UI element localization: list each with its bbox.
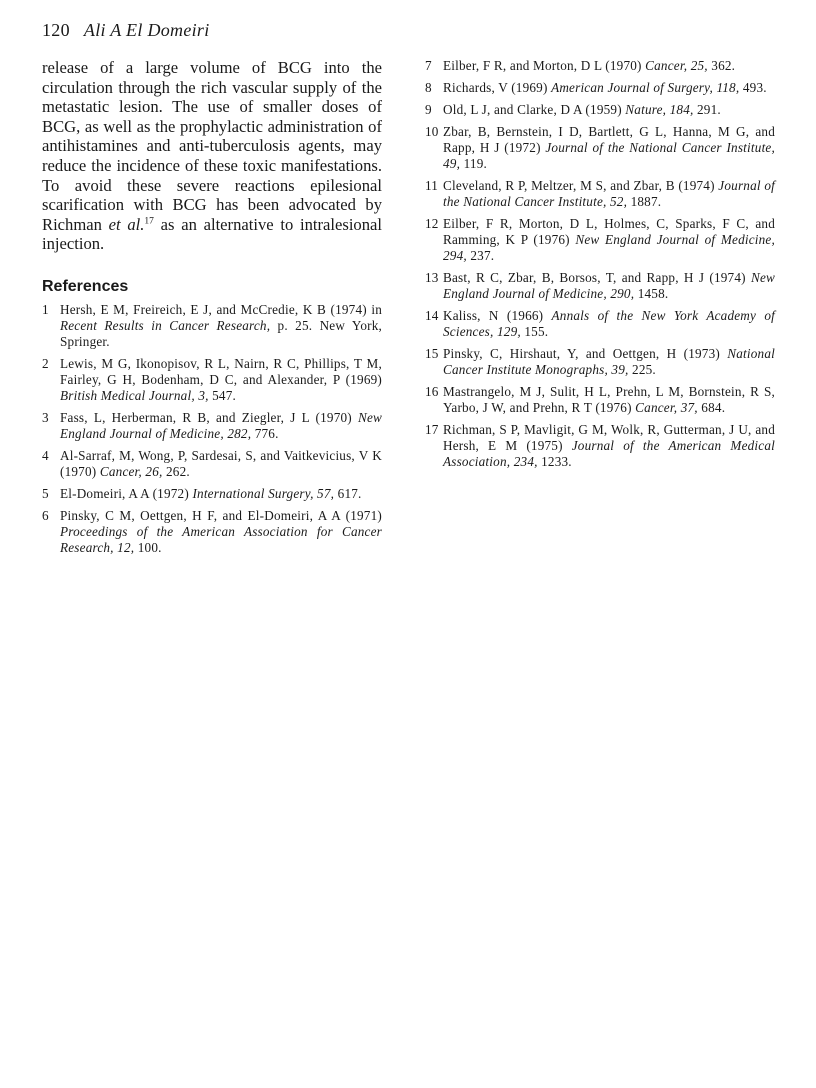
reference-pages: p. 25. New York, Springer. xyxy=(60,317,382,349)
reference-journal: New England Journal of Medicine, 294, xyxy=(443,232,775,263)
reference-pages: 362. xyxy=(707,58,736,73)
reference-item xyxy=(425,102,775,118)
reference-number: 7 xyxy=(425,58,432,73)
reference-item xyxy=(42,302,382,350)
reference-number: 14 xyxy=(425,308,439,323)
reference-item xyxy=(425,270,775,302)
reference-item xyxy=(425,178,775,210)
running-author: Ali A El Domeiri xyxy=(83,20,210,40)
reference-journal: Annals of the New York Academy of Sciences, 129, xyxy=(443,308,775,339)
reference-authors: Pinsky, C, Hirshaut, Y, and Oettgen, H (1973) xyxy=(443,346,728,361)
reference-authors: Richman, S P, Mavligit, G M, Wolk, R, Gutterman, J U, and Hersh, E M (1975) xyxy=(443,422,775,453)
reference-pages: 291. xyxy=(693,102,721,117)
reference-number: 6 xyxy=(42,507,49,523)
references-list-left xyxy=(42,302,382,556)
reference-item xyxy=(425,216,775,264)
reference-pages: 1887. xyxy=(627,194,662,209)
reference-journal: Nature, 184, xyxy=(625,102,694,117)
reference-number: 10 xyxy=(425,124,439,139)
references-list-right xyxy=(425,58,775,470)
page-header xyxy=(42,20,210,41)
reference-pages: 684. xyxy=(697,400,726,415)
reference-number: 2 xyxy=(42,355,49,371)
reference-authors: Richards, V (1969) xyxy=(443,80,552,95)
reference-authors: Eilber, F R, Morton, D L, Holmes, C, Sparks, F C, and Ramming, K P (1976) xyxy=(443,216,775,247)
et-al: et al. xyxy=(108,214,145,234)
reference-item xyxy=(425,422,775,470)
reference-authors: Al-Sarraf, M, Wong, P, Sardesai, S, and Vaitkevicius, V K (1970) xyxy=(60,447,382,479)
reference-number: 17 xyxy=(425,422,439,437)
right-column xyxy=(425,58,775,476)
reference-pages: 100. xyxy=(134,539,162,555)
citation-superscript: 17 xyxy=(144,216,154,227)
reference-journal: British Medical Journal, 3, xyxy=(60,387,209,403)
reference-number: 5 xyxy=(42,485,49,501)
reference-pages: 225. xyxy=(628,362,656,377)
reference-journal: National Cancer Institute Monographs, 39, xyxy=(443,346,775,377)
reference-journal: Cancer, 25, xyxy=(645,58,708,73)
reference-authors: Fass, L, Herberman, R B, and Ziegler, J L (1970) xyxy=(60,409,358,425)
reference-pages: 155. xyxy=(520,324,549,339)
reference-item xyxy=(425,308,775,340)
reference-number: 1 xyxy=(42,301,49,317)
reference-item xyxy=(425,384,775,416)
reference-item xyxy=(42,356,382,404)
reference-item xyxy=(42,410,382,442)
reference-authors: El-Domeiri, A A (1972) xyxy=(60,485,193,501)
left-column xyxy=(42,58,382,562)
reference-number: 11 xyxy=(425,178,439,193)
reference-item xyxy=(42,508,382,556)
reference-journal: Recent Results in Cancer Research, xyxy=(60,317,271,333)
reference-number: 3 xyxy=(42,409,49,425)
reference-number: 13 xyxy=(425,270,439,285)
reference-item xyxy=(425,124,775,172)
reference-item xyxy=(425,346,775,378)
reference-pages: 237. xyxy=(466,248,495,263)
reference-journal: Cancer, 37, xyxy=(635,400,698,415)
reference-authors: Cleveland, R P, Meltzer, M S, and Zbar, B (1974) xyxy=(443,178,719,193)
reference-journal: Journal of the National Cancer Institute, 49, xyxy=(443,140,775,171)
reference-pages: 776. xyxy=(251,425,279,441)
reference-number: 16 xyxy=(425,384,439,399)
reference-authors: Old, L J, and Clarke, D A (1959) xyxy=(443,102,626,117)
reference-authors: Hersh, E M, Freireich, E J, and McCredie, K B (1974) in xyxy=(60,301,382,317)
reference-number: 12 xyxy=(425,216,439,231)
reference-authors: Kaliss, N (1966) xyxy=(443,308,552,323)
reference-pages: 119. xyxy=(460,156,487,171)
reference-pages: 1233. xyxy=(537,454,572,469)
reference-authors: Zbar, B, Bernstein, I D, Bartlett, G L, Hanna, M G, and Rapp, H J (1972) xyxy=(443,124,775,155)
reference-pages: 617. xyxy=(334,485,362,501)
reference-number: 9 xyxy=(425,102,432,117)
reference-authors: Pinsky, C M, Oettgen, H F, and El-Domeiri, A A (1971) xyxy=(60,507,382,523)
reference-pages: 547. xyxy=(208,387,236,403)
reference-number: 15 xyxy=(425,346,439,361)
reference-item xyxy=(425,80,775,96)
reference-item xyxy=(425,58,775,74)
body-paragraph xyxy=(42,58,382,254)
reference-journal: American Journal of Surgery, 118, xyxy=(551,80,740,95)
reference-item xyxy=(42,486,382,502)
body-text-end: as an alternative to intralesional injection. xyxy=(42,214,382,254)
reference-journal: International Surgery, 57, xyxy=(192,485,335,501)
reference-journal: New England Journal of Medicine, 282, xyxy=(60,409,382,441)
reference-number: 4 xyxy=(42,447,49,463)
reference-authors: Mastrangelo, M J, Sulit, H L, Prehn, L M, Bornstein, R S, Yarbo, J W, and Prehn, R T (1976) xyxy=(443,384,775,415)
reference-item xyxy=(42,448,382,480)
reference-authors: Bast, R C, Zbar, B, Borsos, T, and Rapp, H J (1974) xyxy=(443,270,751,285)
reference-journal: Journal of the National Cancer Institute, 52, xyxy=(443,178,775,209)
reference-authors: Eilber, F R, and Morton, D L (1970) xyxy=(443,58,646,73)
reference-journal: Journal of the American Medical Association, 234, xyxy=(443,438,775,469)
reference-pages: 493. xyxy=(739,80,767,95)
reference-journal: Cancer, 26, xyxy=(99,463,163,479)
body-text: release of a large volume of BCG into the circulation through the rich vascular supply of the metastatic lesion. The use of smaller doses of BCG, as well as the prophylactic administration of antihistamines and anti-tuberculosis agents, may reduce the incidence of these toxic manifestations. To avoid these severe reactions epilesional scarification with BCG has been advocated by Richman xyxy=(42,58,382,234)
reference-authors: Lewis, M G, Ikonopisov, R L, Nairn, R C, Phillips, T M, Fairley, G H, Bodenham, D C, and Alexander, P (1969) xyxy=(60,355,382,387)
reference-journal: New England Journal of Medicine, 290, xyxy=(443,270,775,301)
page-number: 120 xyxy=(42,20,70,40)
reference-pages: 1458. xyxy=(634,286,669,301)
reference-journal: Proceedings of the American Association for Cancer Research, 12, xyxy=(60,523,382,555)
reference-number: 8 xyxy=(425,80,432,95)
references-heading: References xyxy=(42,277,129,295)
reference-pages: 262. xyxy=(162,463,190,479)
